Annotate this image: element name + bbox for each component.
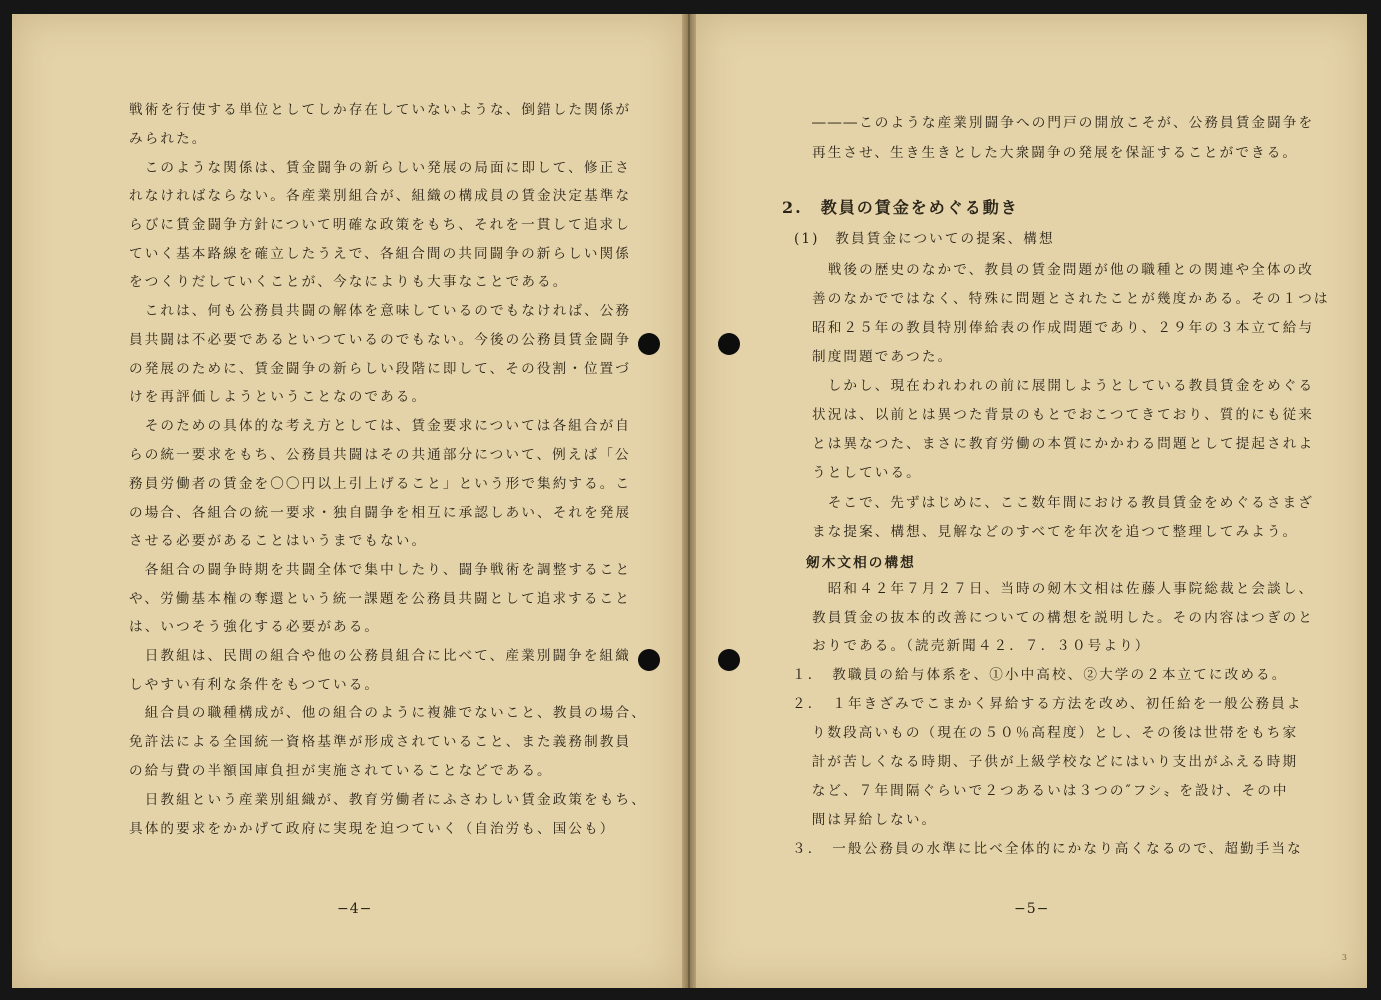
text-line: 昭和４２年７月２７日、当時の剱木文相は佐藤人事院総裁と会談し、 bbox=[812, 581, 1315, 597]
text-line: 組合員の職種構成が、他の組合のように複雑でないこと、教員の場合、 bbox=[129, 705, 647, 721]
text-line: 具体的要求をかかげて政府に実現を迫つていく（自治労も、国公も） bbox=[129, 821, 616, 837]
text-line: ３． 一般公務員の水準に比べ全体的にかなり高くなるので、超勤手当な bbox=[792, 841, 1303, 857]
text-line: は、いつそう強化する必要がある。 bbox=[129, 619, 381, 635]
text-line: これは、何も公務員共闘の解体を意味しているのでもなければ、公務 bbox=[129, 303, 632, 319]
text-line: など、７年間隔ぐらいで２つあるいは３つの″フシ〟を設け、その中 bbox=[796, 783, 1289, 799]
text-line: そこで、先ずはじめに、ここ数年間における教員賃金をめぐるさまざ bbox=[812, 495, 1314, 511]
punch-hole-bottom-right bbox=[718, 649, 740, 671]
left-page bbox=[12, 14, 682, 988]
text-line: 再生させ、生き生きとした大衆闘争の発展を保証することができる。 bbox=[812, 145, 1299, 161]
right-page bbox=[696, 14, 1367, 988]
text-line: １． 教職員の給与体系を、①小中高校、②大学の２本立てに改める。 bbox=[792, 667, 1288, 683]
text-line: り数段高いもの（現在の５０％高程度）とし、その後は世帯をもち家 bbox=[796, 725, 1299, 741]
text-line: とは異なつた、まさに教育労働の本質にかかわる問題として提起されよ bbox=[812, 436, 1315, 452]
text-line: の場合、各組合の統一要求・独自闘争を相互に承認しあい、それを発展 bbox=[129, 505, 632, 521]
text-line: 昭和２５年の教員特別俸給表の作成問題であり、２９年の３本立て給与 bbox=[812, 320, 1315, 336]
subsection-heading: (1) 教員賃金についての提案、構想 bbox=[794, 231, 1055, 247]
text-line: 務員労働者の賃金を〇〇円以上引上げること」という形で集約する。こ bbox=[129, 476, 632, 492]
text-line: けを再評価しようということなのである。 bbox=[129, 389, 428, 405]
text-line: 間は昇給しない。 bbox=[796, 812, 938, 828]
punch-hole-top-right bbox=[718, 333, 740, 355]
text-line: そのための具体的な考え方としては、賃金要求については各組合が自 bbox=[129, 418, 631, 434]
text-line: 日教組という産業別組織が、教育労働者にふさわしい賃金政策をもち、 bbox=[129, 792, 647, 808]
text-line: 制度問題であつた。 bbox=[812, 349, 954, 365]
text-line: うとしている。 bbox=[812, 465, 922, 481]
text-line: 日教組は、民間の組合や他の公務員組合に比べて、産業別闘争を組織 bbox=[129, 648, 631, 664]
text-line: の給与費の半額国庫負担が実施されていることなどである。 bbox=[129, 763, 553, 779]
text-line: 状況は、以前とは異つた背景のもとでおこつてきており、質的にも従来 bbox=[812, 407, 1314, 423]
text-line: しかし、現在われわれの前に展開しようとしている教員賃金をめぐる bbox=[812, 378, 1315, 394]
text-line: の発展のために、賃金闘争の新らしい段階に即して、その役割・位置づ bbox=[129, 361, 631, 377]
text-line: 戦後の歴史のなかで、教員の賃金問題が他の職種との関連や全体の改 bbox=[812, 262, 1314, 278]
punch-hole-bottom-left bbox=[638, 649, 660, 671]
punch-hole-top-left bbox=[638, 333, 660, 355]
text-line: このような関係は、賃金闘争の新らしい発展の局面に即して、修正さ bbox=[129, 160, 631, 176]
text-line: 員共闘は不必要であるといつているのでもない。今後の公務員賃金闘争 bbox=[129, 332, 632, 348]
text-line: 免許法による全国統一資格基準が形成されていること、また義務制教員 bbox=[129, 734, 632, 750]
text-line: しやすい有利な条件をもつている。 bbox=[129, 677, 381, 693]
book-gutter bbox=[682, 14, 696, 988]
text-line: おりである。（読売新聞４２．７．３０号より） bbox=[812, 638, 1151, 654]
page-number-right: −5− bbox=[1014, 901, 1050, 917]
text-line: ２． １年きざみでこまかく昇給する方法を改め、初任給を一般公務員よ bbox=[792, 696, 1303, 712]
text-line: 戦術を行使する単位としてしか存在していないような、倒錯した関係が bbox=[129, 102, 632, 118]
text-line: まな提案、構想、見解などのすべてを年次を追つて整理してみよう。 bbox=[812, 524, 1299, 540]
page-number-left: −4− bbox=[337, 901, 373, 917]
text-line: ていく基本路線を確立したうえで、各組合間の共同闘争の新らしい関係 bbox=[129, 246, 631, 262]
topic-heading: 剱木文相の構想 bbox=[806, 555, 916, 571]
text-line: 善のなかでではなく、特殊に問題とされたことが幾度かある。その１つは bbox=[812, 291, 1330, 307]
corner-mark: 3 bbox=[1341, 953, 1347, 962]
text-line: みられた。 bbox=[129, 131, 208, 147]
text-line: らびに賃金闘争方針について明確な政策をもち、それを一貫して追求し bbox=[129, 217, 631, 233]
text-line: や、労働基本権の奪還という統一課題を公務員共闘として追求すること bbox=[129, 591, 631, 607]
text-line: をつくりだしていくことが、今なによりも大事なことである。 bbox=[129, 274, 569, 290]
text-line: させる必要があることはいうまでもない。 bbox=[129, 533, 428, 549]
text-line: 計が苦しくなる時期、子供が上級学校などにはいり支出がふえる時期 bbox=[796, 754, 1299, 770]
text-line: らの統一要求をもち、公務員共闘はその共通部分について、例えば「公 bbox=[129, 447, 631, 463]
text-line: 各組合の闘争時期を共闘全体で集中したり、闘争戦術を調整すること bbox=[129, 562, 632, 578]
text-line: ―――このような産業別闘争への門戸の開放こそが、公務員賃金闘争を bbox=[812, 115, 1315, 131]
section-heading: 2. 教員の賃金をめぐる動き bbox=[782, 198, 1019, 217]
text-line: 教員賃金の抜本的改善についての構想を説明した。その内容はつぎのと bbox=[812, 610, 1314, 626]
text-line: れなければならない。各産業別組合が、組織の構成員の賃金決定基準な bbox=[129, 188, 632, 204]
